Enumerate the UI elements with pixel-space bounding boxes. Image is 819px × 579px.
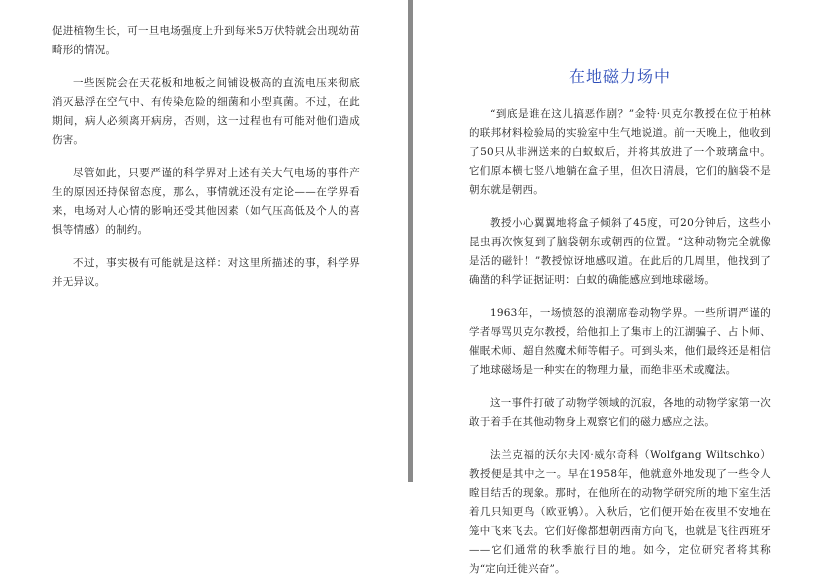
- left-paragraph-2: 一些医院会在天花板和地板之间铺设极高的直流电压来彻底消灭悬浮在空气中、有传染危险的细菌和小型真菌。不过，在此期间，病人必须离开病房，否则，这一过程也有可能对他们造成伤害。: [52, 77, 360, 146]
- right-paragraph-3: 1963年，一场愤怒的浪潮席卷动物学界。一些所谓严谨的学者辱骂贝克尔教授，给他扣上了集市上的江湖骗子、占卜师、催眠术师、超自然魔术师等帽子。可到头来，他们最终还是相信了地球磁场是一种实在的物理力量，而绝非巫术或魔法。: [469, 307, 771, 376]
- left-page: [0, 0, 408, 482]
- left-paragraph-3: 尽管如此，只要严谨的科学界对上述有关大气电场的事件产生的原因还持保留态度，那么，事情就还没有定论——在学界看来，电场对人心情的影响还受其他因素（如气压高低及个人的喜惧等情感）的制约。: [52, 167, 360, 236]
- right-paragraph-4: 这一事件打破了动物学领域的沉寂，各地的动物学家第一次敢于着手在其他动物身上观察它们的磁力感应之法。: [469, 397, 771, 428]
- right-paragraph-2: 教授小心翼翼地将盒子倾斜了45度，可20分钟后，这些小昆虫再次恢复到了脑袋朝东或朝西的位置。“这种动物完全就像是活的磁针！”教授惊讶地感叹道。在此后的几周里，他找到了确凿的科学证据证明：白蚁的确能感应到地球磁场。: [469, 217, 771, 286]
- chapter-title: 在地磁力场中: [568, 67, 671, 86]
- right-paragraph-5: 法兰克福的沃尔夫冈·威尔奇科（Wolfgang Wiltschko）教授便是其中之一。早在1958年，他就意外地发现了一些令人瞠目结舌的现象。那时，在他所在的动物学研究所的地下室生活着几只知更鸟（欧亚鸲）。入秋后，它们便开始在夜里不安地在笼中飞来飞去。它们好像都想朝西南方向飞，也就是飞往西班牙——它们通常的秋季旅行目的地。如今，定位研究者将其称为“定向迁徙兴奋”。: [469, 449, 771, 575]
- left-paragraph-1: 促进植物生长，可一旦电场强度上升到每米5万伏特就会出现幼苗畸形的情况。: [52, 25, 360, 56]
- right-page: [413, 0, 819, 575]
- left-paragraph-4: 不过，事实极有可能就是这样：对这里所描述的事，科学界并无异议。: [52, 257, 360, 288]
- right-paragraph-1: “到底是谁在这儿搞恶作剧？”金特·贝克尔教授在位于柏林的联邦材料检验局的实验室中生气地说道。前一天晚上，他收到了50只从非洲送来的白蚁蚁后，并将其放进了一个玻璃盒中。它们原本横七竖八地躺在盒子里，但次日清晨，它们的脑袋不是朝东就是朝西。: [469, 108, 771, 196]
